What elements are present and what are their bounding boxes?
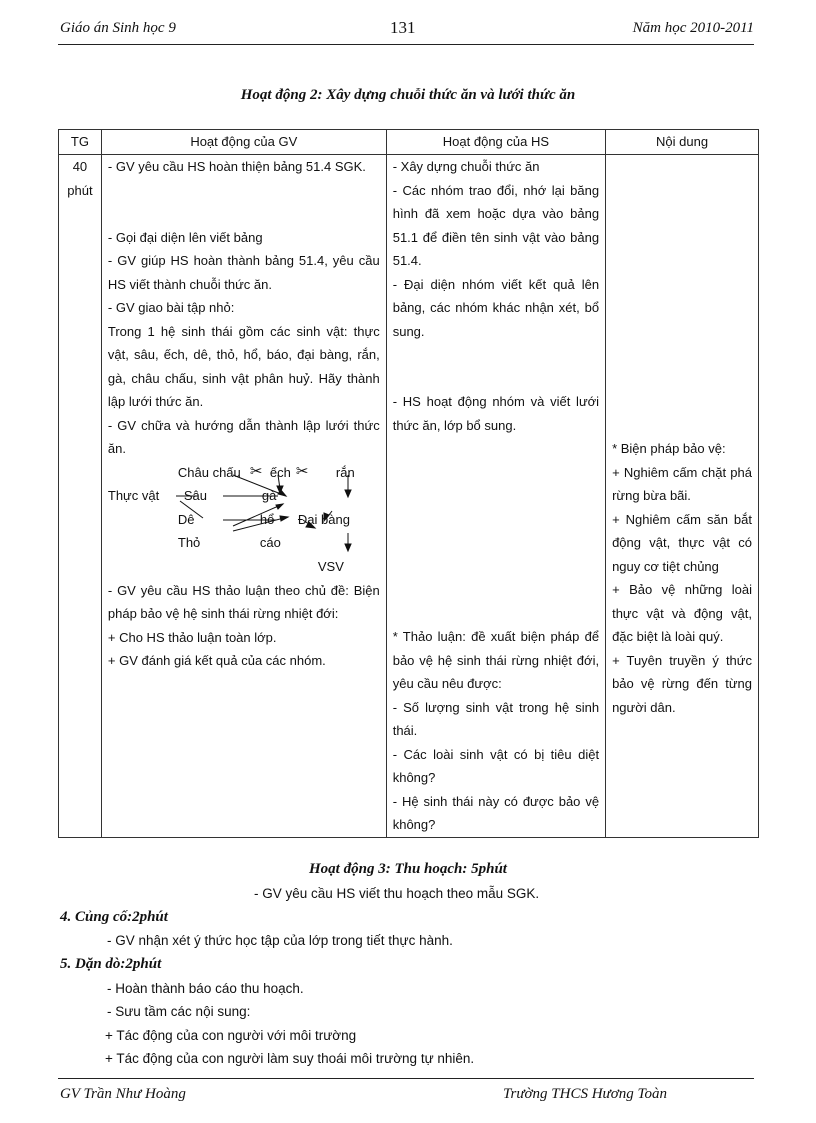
header-rule	[58, 44, 754, 45]
col-header-hs: Hoạt động của HS	[386, 130, 605, 155]
footer-rule	[58, 1078, 754, 1079]
table-row	[59, 155, 759, 838]
section5-line: + Tác động của con người làm suy thoái môi trường tự nhiên.	[105, 1051, 475, 1066]
arrow-head	[345, 544, 351, 551]
time-value: 40	[72, 159, 88, 174]
node-ran: rắn	[335, 464, 355, 480]
section5-title: 5. Dặn dò:2phút	[60, 956, 162, 972]
activity-table	[58, 129, 759, 838]
section4-line: - GV nhận xét ý thức học tập của lớp trong tiết thực hành.	[107, 933, 453, 948]
gv-item: - Gọi đại diện lên viết bảng	[107, 229, 263, 245]
gv-item: - GV giao bài tập nhỏ:	[107, 300, 235, 315]
node-tho: Thỏ	[177, 534, 201, 550]
arrow-head	[276, 504, 283, 509]
gv-item: - GV chữa và hướng dẫn thành lập lưới thức ăn.	[107, 417, 380, 456]
food-web-diagram	[108, 461, 380, 579]
section4-title: 4. Củng cố:2phút	[60, 909, 168, 925]
section5-line: - Sưu tầm các nội sung:	[107, 1004, 251, 1019]
hs-item: * Thảo luận: đề xuất biện pháp để bảo vệ hệ sinh thái rừng nhiệt đới, yêu cầu nêu được:	[392, 629, 600, 691]
arrow-head	[345, 490, 351, 497]
scissor-icon: ✂	[295, 462, 309, 480]
hs-item: - Hệ sinh thái này có được bảo vệ không?	[392, 793, 600, 832]
table-header-row	[59, 130, 759, 155]
activity2-title: Hoạt động 2: Xây dựng chuỗi thức ăn và lưới thức ăn	[240, 87, 576, 103]
gv-cell	[101, 155, 386, 838]
nd-item: + Nghiêm cấm chặt phá rừng bừa bãi.	[612, 464, 752, 503]
footer-right: Trường THCS Hương Toàn	[503, 1086, 667, 1102]
hs-cell	[386, 155, 605, 838]
scissor-icon: ✂	[249, 462, 263, 480]
footer-left: GV Trần Như Hoàng	[60, 1086, 186, 1102]
node-cao: cáo	[259, 534, 281, 550]
nd-item: + Bảo vệ những loài thực vật và động vật, đặc biệt là loài quý.	[612, 582, 752, 644]
section5-line: - Hoàn thành báo cáo thu hoạch.	[107, 981, 304, 996]
nd-cell	[606, 155, 759, 838]
hs-item: - Các nhóm trao đổi, nhớ lại băng hình đã xem hoặc dựa vào bảng 51.1 để điền tên sinh vật vào bảng 51.4.	[392, 182, 600, 268]
arrow-head	[280, 516, 288, 521]
section5-line: + Tác động của con người với môi trường	[105, 1028, 357, 1043]
node-ech: ếch	[269, 464, 291, 480]
node-ho: hổ	[259, 511, 275, 527]
col-header-gv: Hoạt động của GV	[101, 130, 386, 155]
nd-item: + Tuyên truyền ý thức bảo vệ rừng đến từng người dân.	[612, 652, 752, 715]
header-right: Năm học 2010-2011	[632, 20, 754, 36]
col-header-tg: TG	[59, 130, 102, 155]
activity3-title: Hoạt động 3: Thu hoạch: 5phút	[309, 861, 507, 877]
gv-item: + GV đánh giá kết quả của các nhóm.	[107, 653, 326, 668]
hs-item: - Các loài sinh vật có bị tiêu diệt không?	[392, 746, 600, 785]
gv-item: + Cho HS thảo luận toàn lớp.	[107, 629, 277, 645]
nd-item: * Biện pháp bảo vệ:	[612, 441, 726, 456]
time-cell	[59, 155, 102, 838]
gv-item: - GV giúp HS hoàn thành bảng 51.4, yêu cầu HS viết thành chuỗi thức ăn.	[107, 253, 380, 292]
page-number: 131	[390, 18, 416, 37]
activity3-line: - GV yêu cầu HS viết thu hoạch theo mẫu SGK.	[254, 886, 540, 901]
node-dai-bang: Đại bàng	[297, 511, 350, 527]
nd-item: + Nghiêm cấm săn bắt động vật, thực vật có nguy cơ tiệt chủng	[612, 511, 752, 574]
node-thuc-vat: Thực vật	[107, 487, 160, 503]
gv-item: - GV yêu cầu HS hoàn thiện bảng 51.4 SGK.	[107, 159, 366, 174]
node-ga: gà	[261, 487, 277, 503]
hs-item: - HS hoạt động nhóm và viết lưới thức ăn, lớp bổ sung.	[392, 394, 600, 433]
col-header-nd: Nội dung	[606, 130, 759, 155]
node-chau-chau: Châu chấu	[177, 464, 241, 480]
hs-item: - Số lượng sinh vật trong hệ sinh thái.	[392, 699, 600, 738]
header-left: Giáo án Sinh học 9	[60, 20, 176, 36]
node-de: Dê	[177, 511, 195, 527]
gv-item: - GV yêu cầu HS thảo luận theo chủ đề: Biện pháp bảo vệ hệ sinh thái rừng nhiệt đới:	[107, 582, 380, 621]
gv-item: Trong 1 hệ sinh thái gồm các sinh vật: thực vật, sâu, ếch, dê, thỏ, hổ, báo, đại bàng, rắn, gà, châu chấu, sinh vật phân huỷ. Hãy thành lập lưới thức ăn.	[107, 323, 380, 409]
node-sau: Sâu	[183, 487, 208, 503]
node-vsv: VSV	[317, 558, 344, 574]
hs-item: - Xây dựng chuỗi thức ăn	[392, 159, 540, 174]
hs-item: - Đại diện nhóm viết kết quả lên bảng, các nhóm khác nhận xét, bổ sung.	[392, 276, 600, 339]
time-unit: phút	[67, 182, 93, 198]
